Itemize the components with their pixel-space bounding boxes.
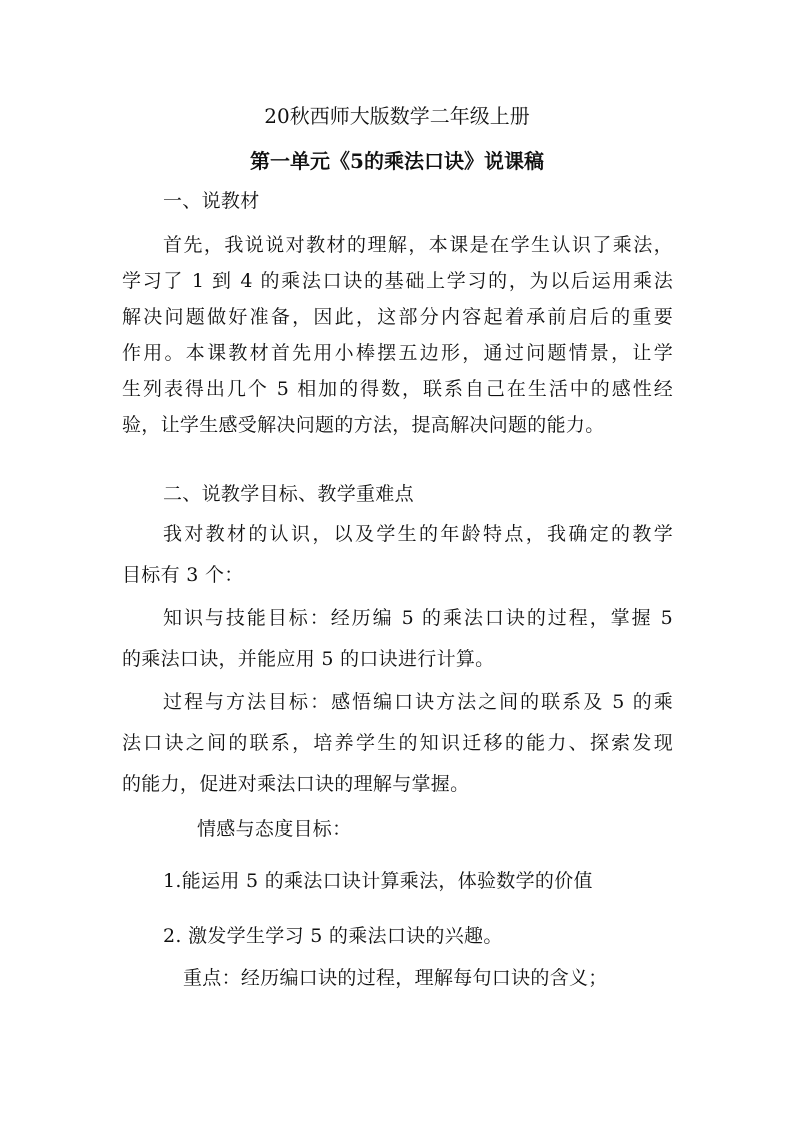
list-item: 2. 激发学生学习 5 的乘法口诀的兴趣。 <box>163 925 503 947</box>
paragraph-line: 法口诀之间的联系，培养学生的知识迁移的能力、探索发现 <box>122 732 673 754</box>
paragraph-line: 解决问题做好准备，因此，这部分内容起着承前启后的重要 <box>122 306 673 328</box>
paragraph-line: 我对教材的认识，以及学生的年龄特点，我确定的教学 <box>163 523 673 545</box>
key-point-line: 重点：经历编口诀的过程，理解每句口诀的含义； <box>183 967 608 989</box>
paragraph-line: 知识与技能目标：经历编 5 的乘法口诀的过程，掌握 5 <box>163 607 673 629</box>
document-subtitle: 第一单元《5的乘法口诀》说课稿 <box>250 149 544 173</box>
section-heading-objectives: 二、说教学目标、教学重难点 <box>163 483 414 505</box>
paragraph-line: 过程与方法目标：感悟编口诀方法之间的联系及 5 的乘 <box>163 691 673 713</box>
paragraph-line: 验，让学生感受解决问题的方法，提高解决问题的能力。 <box>122 414 605 436</box>
subheading-attitude-goals: 情感与态度目标： <box>197 818 352 840</box>
section-heading-textbook: 一、说教材 <box>163 190 260 212</box>
paragraph-line: 生列表得出几个 5 相加的得数，联系自己在生活中的感性经 <box>122 378 673 400</box>
paragraph-line: 目标有 3 个： <box>122 564 244 586</box>
list-item: 1.能运用 5 的乘法口诀计算乘法，体验数学的价值 <box>163 870 593 892</box>
document-title: 20秋西师大版数学二年级上册 <box>264 104 530 128</box>
paragraph-line: 首先，我说说对教材的理解，本课是在学生认识了乘法， <box>163 234 673 256</box>
paragraph-line: 学习了 1 到 4 的乘法口诀的基础上学习的，为以后运用乘法 <box>122 270 673 292</box>
paragraph-line: 的乘法口诀，并能应用 5 的口诀进行计算。 <box>122 648 495 670</box>
paragraph-line: 作用。本课教材首先用小棒摆五边形，通过问题情景，让学 <box>122 342 673 364</box>
paragraph-line: 的能力，促进对乘法口诀的理解与掌握。 <box>122 773 470 795</box>
